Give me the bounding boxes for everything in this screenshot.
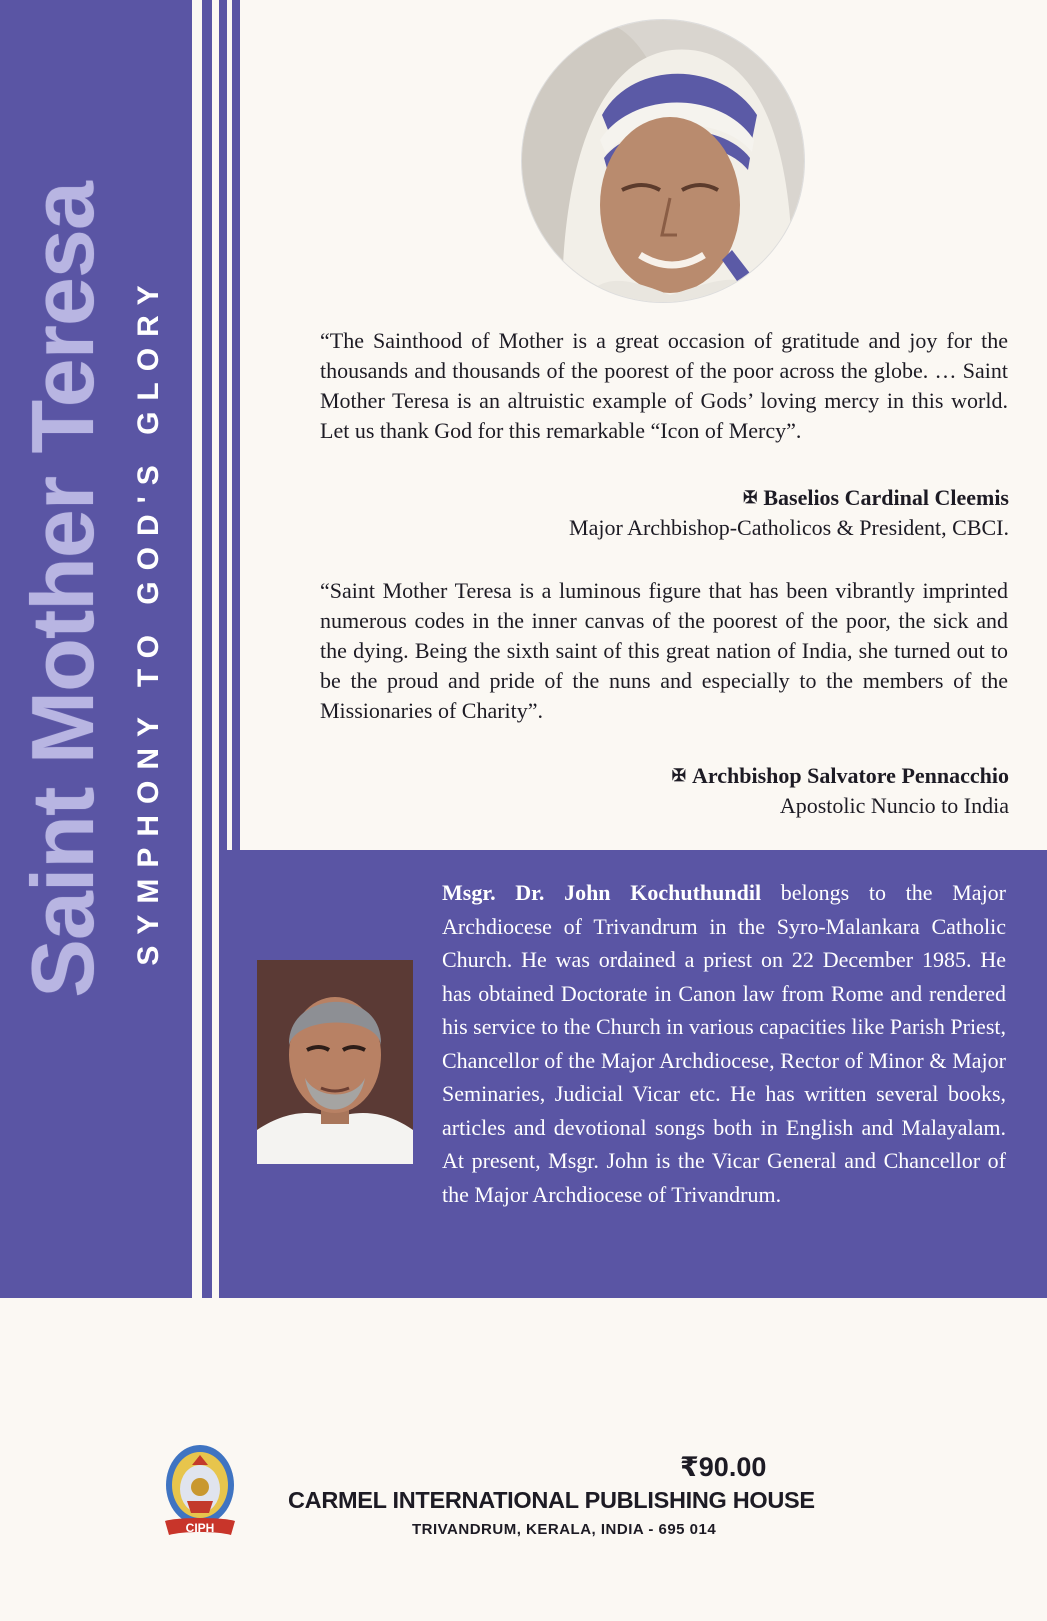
endorsement-quote: “The Sainthood of Mother is a great occasion of gratitude and joy for the thousands and thousands of the poorest of the poor across the globe. … Saint Mother Teresa is an altruistic example of Gods’ loving mercy in this world. Let us thank God for this remarkable “Icon of Mercy”. <box>320 328 1008 443</box>
cross-icon: ✠ <box>671 766 686 785</box>
endorsement-author <box>743 485 1009 511</box>
book-title: Saint Mother Teresa <box>13 182 112 998</box>
author-bio-text: belongs to the Major Archdiocese of Trivandrum in the Syro-Malankara Catholic Church. He was ordained a priest on 22 December 1985. He has obtained Doctorate in Canon law from Rome and rendered his service to the Church in various capacities like Parish Priest, Chancellor of the Major Archdiocese, Rector of Minor & Major Seminaries, Judicial Vicar etc. He has written several books, articles and devotional songs both in English and Malayalam. At present, Msgr. John is the Vicar General and Chancellor of the Major Archdiocese of Trivandrum. <box>442 880 1007 1207</box>
spine-stripe <box>232 0 240 850</box>
endorsement-quote: “Saint Mother Teresa is a luminous figure that has been vibrantly imprinted numerous codes in the inner canvas of the poorest of the poor, the sick and the dying. Being the sixth saint of this great nation of India, she turned out to be the proud and pride of the nuns and especially to the members of the Missionaries of Charity”. <box>320 578 1008 723</box>
spine-subtitle-container <box>118 200 180 1040</box>
author-name: Msgr. Dr. John Kochuthundil <box>442 880 762 905</box>
book-price: ₹90.00 <box>680 1452 767 1482</box>
author-photo <box>257 960 413 1164</box>
publisher-logo <box>157 1443 243 1539</box>
cross-icon: ✠ <box>743 488 758 507</box>
mother-teresa-portrait <box>522 20 804 302</box>
endorsement-author <box>672 763 1009 789</box>
book-subtitle: SYMPHONY TO GOD'S GLORY <box>132 274 165 966</box>
publisher-address: TRIVANDRUM, KERALA, INDIA - 695 014 <box>412 1521 717 1538</box>
endorsement-author-title: Apostolic Nuncio to India <box>779 793 1009 818</box>
author-bio <box>442 876 1006 1211</box>
endorsement-author-title: Major Archbishop-Catholicos & President, CBCI. <box>569 515 1009 540</box>
logo-text: CIPH <box>185 1521 215 1535</box>
spine-title-container <box>8 0 118 1180</box>
portrait-image <box>522 20 804 302</box>
endorsement-author-name: Archbishop Salvatore Pennacchio <box>692 763 1009 788</box>
ciph-logo-icon <box>157 1443 243 1539</box>
publisher-name: CARMEL INTERNATIONAL PUBLISHING HOUSE <box>288 1487 815 1513</box>
spine-stripe <box>202 0 212 1298</box>
author-photo-image <box>257 960 413 1164</box>
endorsement-author-name: Baselios Cardinal Cleemis <box>763 485 1009 510</box>
